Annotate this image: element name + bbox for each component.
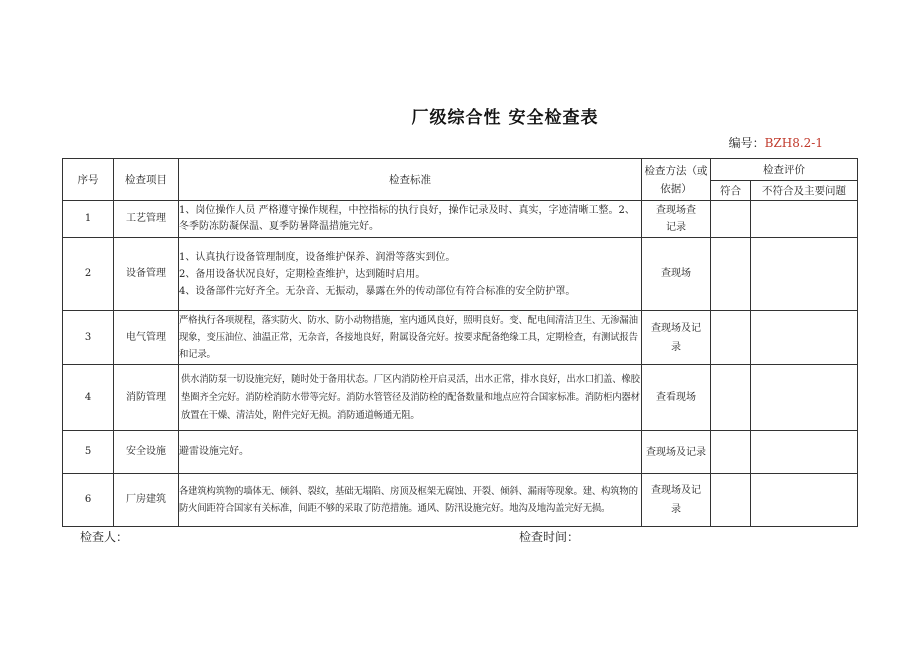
row-item: 安全设施 bbox=[114, 431, 179, 474]
table-row bbox=[63, 365, 858, 431]
row-seq: 3 bbox=[63, 311, 114, 365]
row-item: 电气管理 bbox=[114, 311, 179, 365]
table-row bbox=[63, 201, 858, 238]
row-method: 查现场 bbox=[642, 238, 711, 311]
document-number-label: 编号： bbox=[728, 136, 765, 150]
row-standard: 1、认真执行设备管理制度，设备维护保养、润滑等落实到位。 2、备用设备状况良好，定期检查维护，达到随时启用。 4、设备部件完好齐全。无杂音、无振动，暴露在外的传动部位有符合标准的安全防护罩。 bbox=[179, 238, 642, 311]
document-number-code: BZH8.2-1 bbox=[764, 136, 823, 150]
row-item: 消防管理 bbox=[114, 365, 179, 431]
row-item: 工艺管理 bbox=[114, 201, 179, 238]
header-standard: 检查标准 bbox=[179, 159, 642, 201]
header-conform: 符合 bbox=[711, 181, 751, 201]
row-method: 查现场查记录 bbox=[642, 201, 711, 238]
document-number bbox=[729, 134, 823, 151]
row-seq: 5 bbox=[63, 431, 114, 474]
header-seq: 序号 bbox=[63, 159, 114, 201]
row-standard: 各建筑构筑物的墙体无、倾斜、裂纹，基础无塌陷、房顶及框架无腐蚀、开裂、倾斜、漏雨等现象。建、构筑物的防火间距符合国家有关标准，间距不够的采取了防范措施。通风、防汛设施完好。地沟及地沟盖完好无损。 bbox=[179, 474, 642, 527]
row-standard: 供水消防泵一切设施完好，随时处于备用状态。厂区内消防栓开启灵活，出水正常，排水良好，出水口扪盖、橡胶垫圈齐全完好。消防栓消防水带等完好。消防水管管径及消防栓的配备数量和地点应符合国家标准。消防柜内器材放置在干燥、清洁处，附件完好无损。消防通道畅通无阻。 bbox=[179, 365, 642, 431]
row-nonconform[interactable] bbox=[751, 365, 858, 431]
row-nonconform[interactable] bbox=[751, 474, 858, 527]
table-row bbox=[63, 431, 858, 474]
table-row bbox=[63, 238, 858, 311]
row-item: 设备管理 bbox=[114, 238, 179, 311]
row-conform[interactable] bbox=[711, 474, 751, 527]
row-seq: 6 bbox=[63, 474, 114, 527]
inspection-time-label: 检查时间： bbox=[519, 530, 580, 544]
header-item: 检查项目 bbox=[114, 159, 179, 201]
table-row bbox=[63, 311, 858, 365]
row-standard: 严格执行各项规程，落实防火、防水、防小动物措施，室内通风良好，照明良好。变、配电间清洁卫生、无渗漏油现象，变压油位、油温正常，无杂音，各接地良好，附属设备完好。按要求配备绝缘工具，定期检查，有测试报告和记录。 bbox=[179, 311, 642, 365]
row-seq: 2 bbox=[63, 238, 114, 311]
row-seq: 1 bbox=[63, 201, 114, 238]
inspection-table bbox=[62, 158, 858, 527]
row-standard: 1、岗位操作人员 严格遵守操作规程，中控指标的执行良好，操作记录及时、真实，字迹清晰工整。2、冬季防冻防凝保温、夏季防暑降温措施完好。 bbox=[179, 201, 642, 238]
header-nonconform: 不符合及主要问题 bbox=[751, 181, 858, 201]
row-method: 查看现场 bbox=[642, 365, 711, 431]
row-conform[interactable] bbox=[711, 365, 751, 431]
row-method: 查现场及记录 bbox=[642, 311, 711, 365]
row-seq: 4 bbox=[63, 365, 114, 431]
row-nonconform[interactable] bbox=[751, 431, 858, 474]
row-nonconform[interactable] bbox=[751, 311, 858, 365]
row-method: 查现场及记录 bbox=[642, 431, 711, 474]
row-conform[interactable] bbox=[711, 311, 751, 365]
row-standard: 避雷设施完好。 bbox=[179, 431, 642, 474]
row-conform[interactable] bbox=[711, 431, 751, 474]
row-item: 厂房建筑 bbox=[114, 474, 179, 527]
inspector-label: 检查人： bbox=[80, 530, 129, 544]
table-row bbox=[63, 474, 858, 527]
row-conform[interactable] bbox=[711, 238, 751, 311]
row-nonconform[interactable] bbox=[751, 201, 858, 238]
row-nonconform[interactable] bbox=[751, 238, 858, 311]
header-method: 检查方法（或依据） bbox=[642, 159, 711, 201]
page-title: 厂级综合性 安全检查表 bbox=[411, 108, 599, 128]
header-evaluation: 检查评价 bbox=[711, 159, 858, 181]
row-method: 查现场及记录 bbox=[642, 474, 711, 527]
row-conform[interactable] bbox=[711, 201, 751, 238]
